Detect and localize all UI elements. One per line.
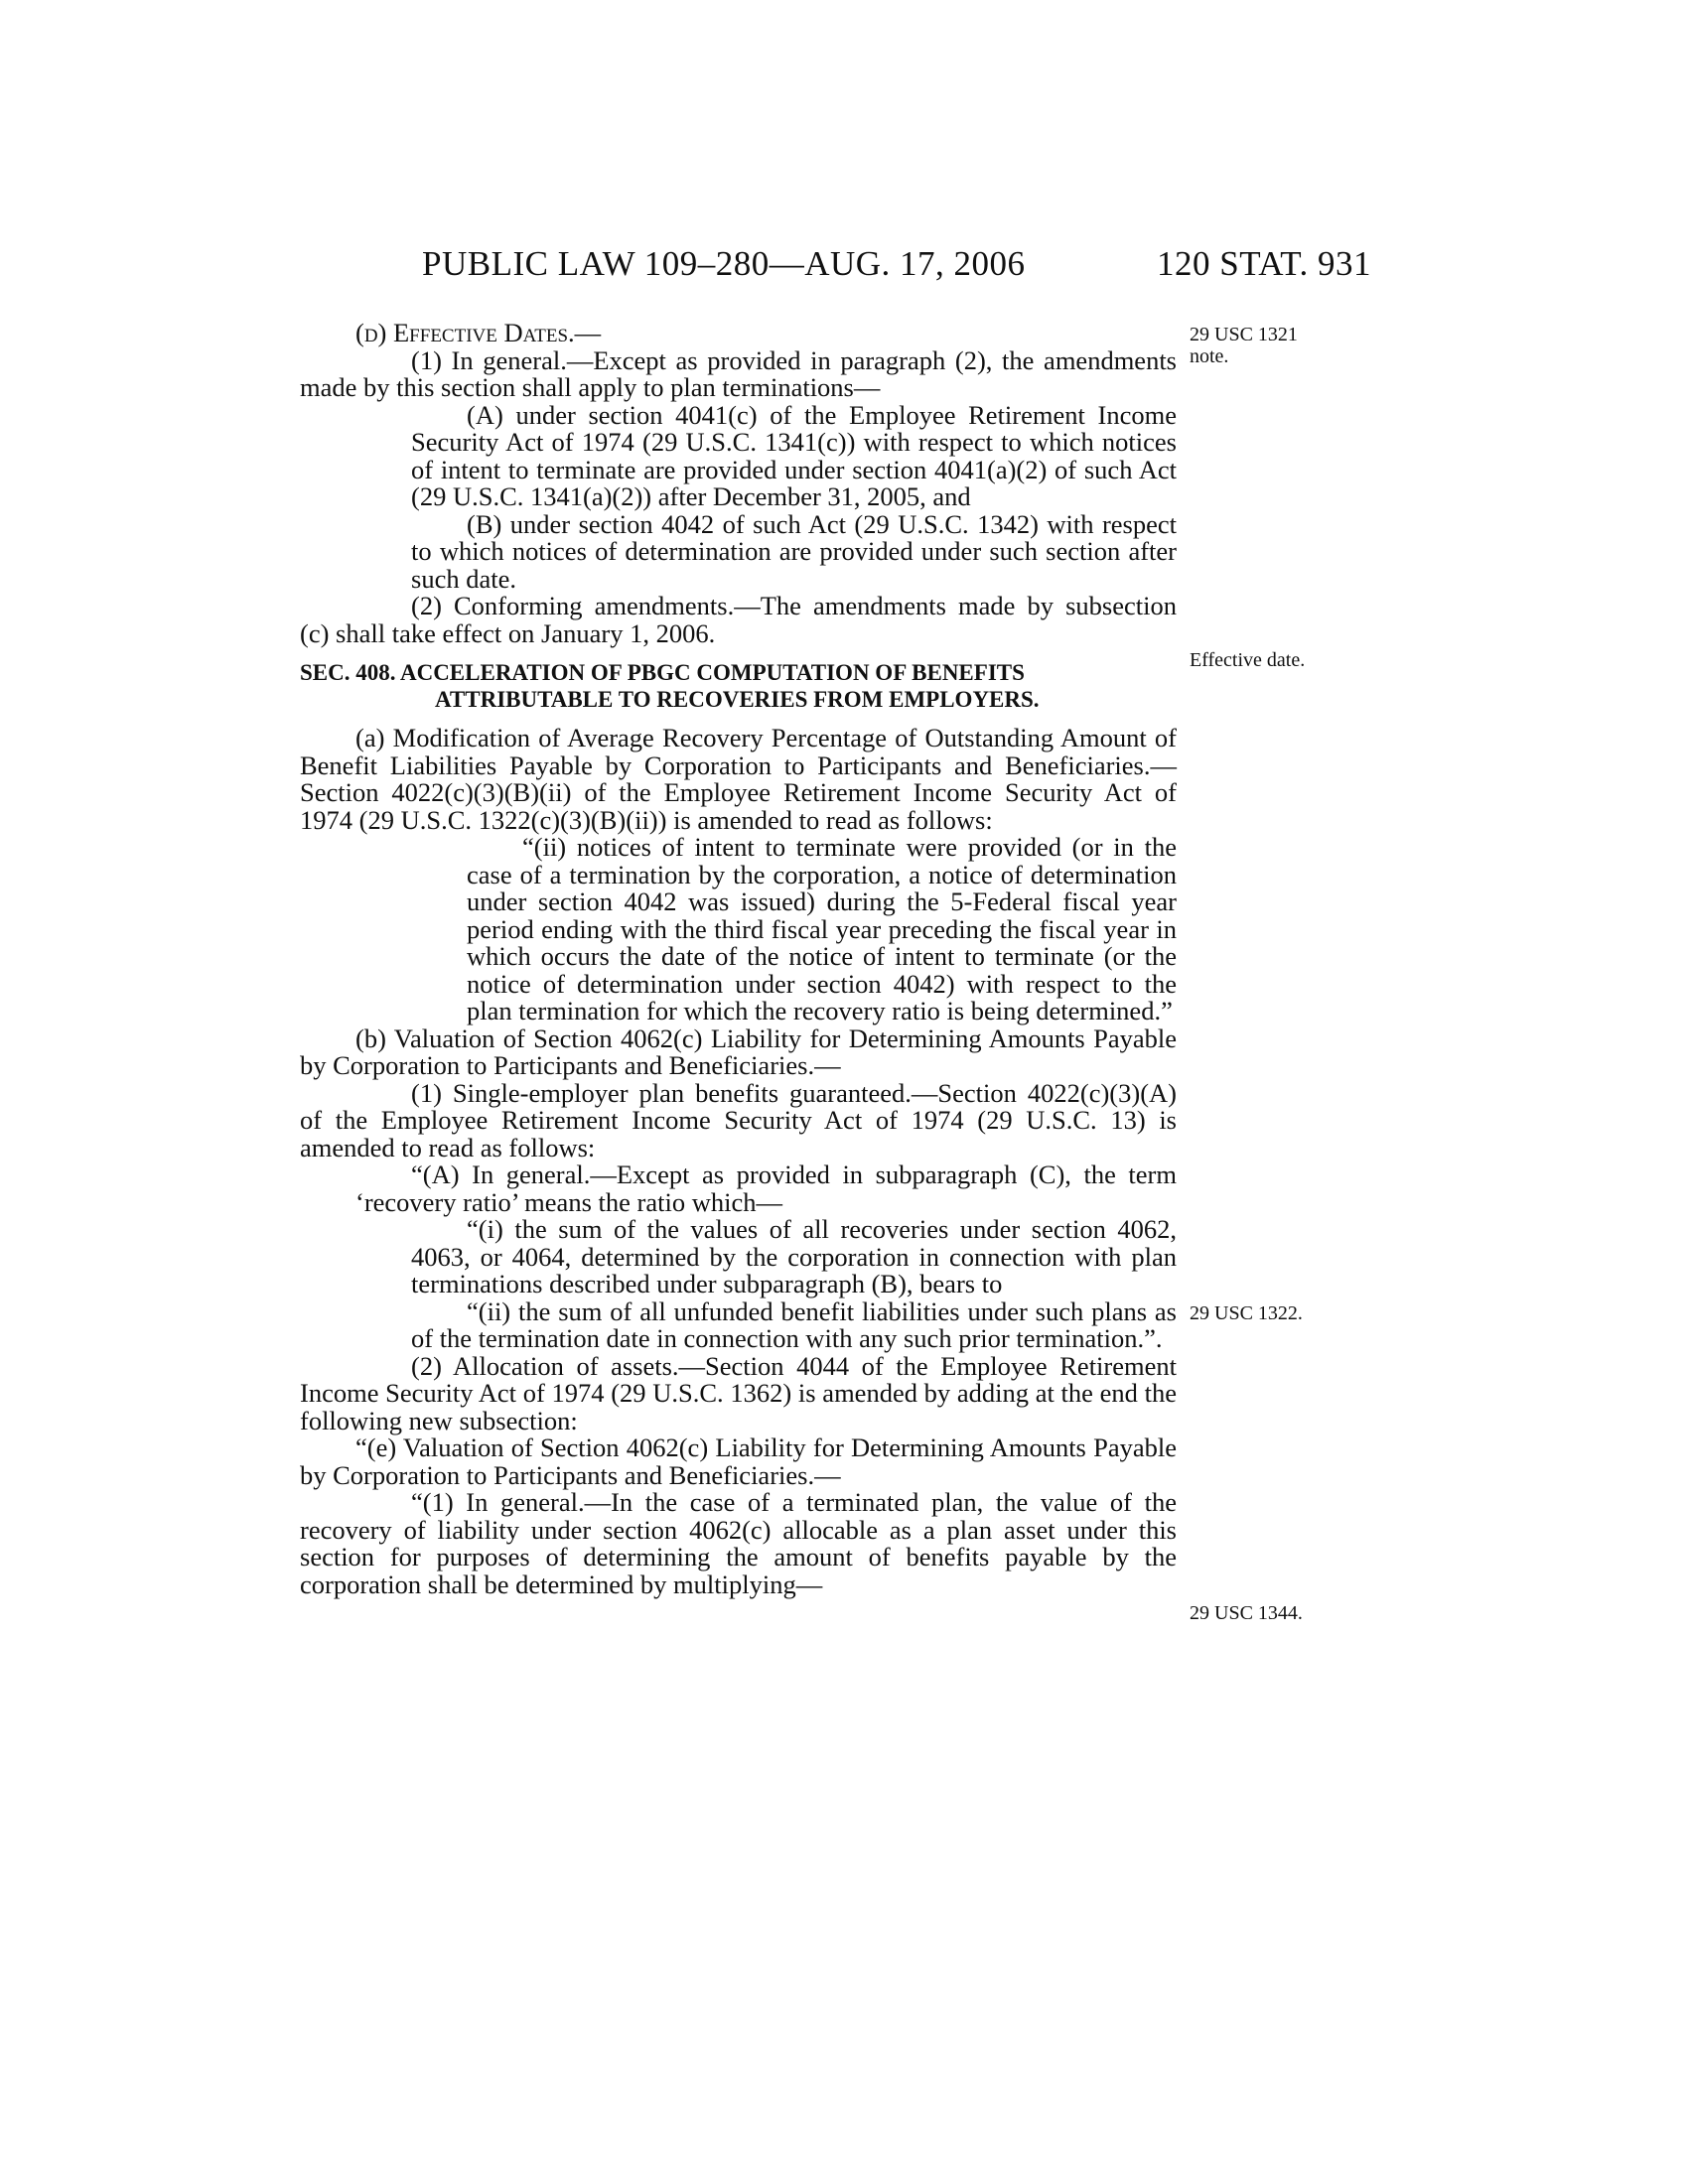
paragraph-2-conforming-amendments: (2) Conforming amendments.—The amendments made by subsection (c) shall take effect on January 1, 2006. [300,591,1177,648]
running-header-title: PUBLIC LAW 109–280—AUG. 17, 2006 [422,244,1026,283]
running-header-stat: 120 STAT. 931 [1157,244,1371,283]
paragraph-2-allocation-of-assets: (2) Allocation of assets.—Section 4044 of the Employee Retirement Income Security Act of 1974 (29 U.S.C. 1362) is amended by adding at the end the following new subsection: [300,1350,1177,1435]
subsection-d-heading: (d) Effective Dates.— [355,318,602,347]
paragraph-1-single-employer: (1) Single-employer plan benefits guaranteed.—Section 4022(c)(3)(A) of the Employee Retirement Income Security Act of 1974 (29 U.S.C. 13) is amended to read as follows: [300,1077,1177,1162]
margin-note-effective-date: Effective date. [1190,649,1306,671]
quoted-subparagraph-A: “(A) In general.—Except as provided in subparagraph (C), the term ‘recovery ratio’ means the ratio which— [355,1160,1177,1217]
paragraph-1-in-general: (1) In general.—Except as provided in paragraph (2), the amendments made by this section shall apply to plan terminations— [300,344,1177,402]
margin-note-usc-1322: 29 USC 1322. [1190,1302,1303,1324]
quoted-paragraph-1-in-general: “(1) In general.—In the case of a terminated plan, the value of the recovery of liability under section 4062(c) allocable as a plan asset under this section for purposes of determining the amount of benefits payable by the corporation shall be determined by multiplying— [300,1487,1177,1599]
quoted-clause-ii: “(ii) notices of intent to terminate were provided (or in the case of a termination by the corporation, a notice of determination under section 4042 was issued) during the 5-Federal fiscal year period ending with the third fiscal year preceding the fiscal year in which occurs the date of the notice of intent to terminate (or the notice of determination under section 4042) with respect to the plan termination for which the recovery ratio is being determined.” [467,832,1177,1025]
margin-note-usc-1344: 29 USC 1344. [1190,1602,1303,1624]
subparagraph-A: (A) under section 4041(c) of the Employee Retirement Income Security Act of 1974 (29 U.S.C. 1341(c)) with respect to which notices of intent to terminate are provided under section 4041(a)(2) of such Act (29 U.S.C. 1341(a)(2)) after December 31, 2005, and [411,399,1177,511]
subparagraph-B: (B) under section 4042 of such Act (29 U.S.C. 1342) with respect to which notices of determination are provided under such section after such date. [411,508,1177,594]
quoted-clause-i: “(i) the sum of the values of all recoveries under section 4062, 4063, or 4064, determined by the corporation in connection with plan terminations described under subparagraph (B), bears to [411,1214,1177,1298]
quoted-clause-ii-second: “(ii) the sum of all unfunded benefit liabilities under such plans as of the termination date in connection with any such prior termination.”. [411,1296,1177,1353]
margin-note-line: note. [1190,345,1229,367]
section-408-heading [300,659,1177,713]
subsection-b-valuation: (b) Valuation of Section 4062(c) Liability for Determining Amounts Payable by Corporation to Participants and Beneficiaries.— [300,1023,1177,1080]
subsection-a-modification: (a) Modification of Average Recovery Percentage of Outstanding Amount of Benefit Liabilities Payable by Corporation to Participants and Beneficiaries.—Section 4022(c)(3)(B)(ii) of the Employee Retirement Income Security Act of 1974 (29 U.S.C. 1322(c)(3)(B)(ii)) is amended to read as follows: [300,723,1177,835]
section-heading-line-1: SEC. 408. ACCELERATION OF PBGC COMPUTATION OF BENEFITS [300,660,1025,685]
margin-note-usc-1321 [1190,324,1298,367]
document-body [300,320,1177,1598]
margin-note-line: 29 USC 1321 [1190,324,1298,345]
section-heading-line-2: ATTRIBUTABLE TO RECOVERIES FROM EMPLOYERS. [435,687,1040,712]
quoted-subsection-e: “(e) Valuation of Section 4062(c) Liability for Determining Amounts Payable by Corporation to Participants and Beneficiaries.— [300,1433,1177,1490]
